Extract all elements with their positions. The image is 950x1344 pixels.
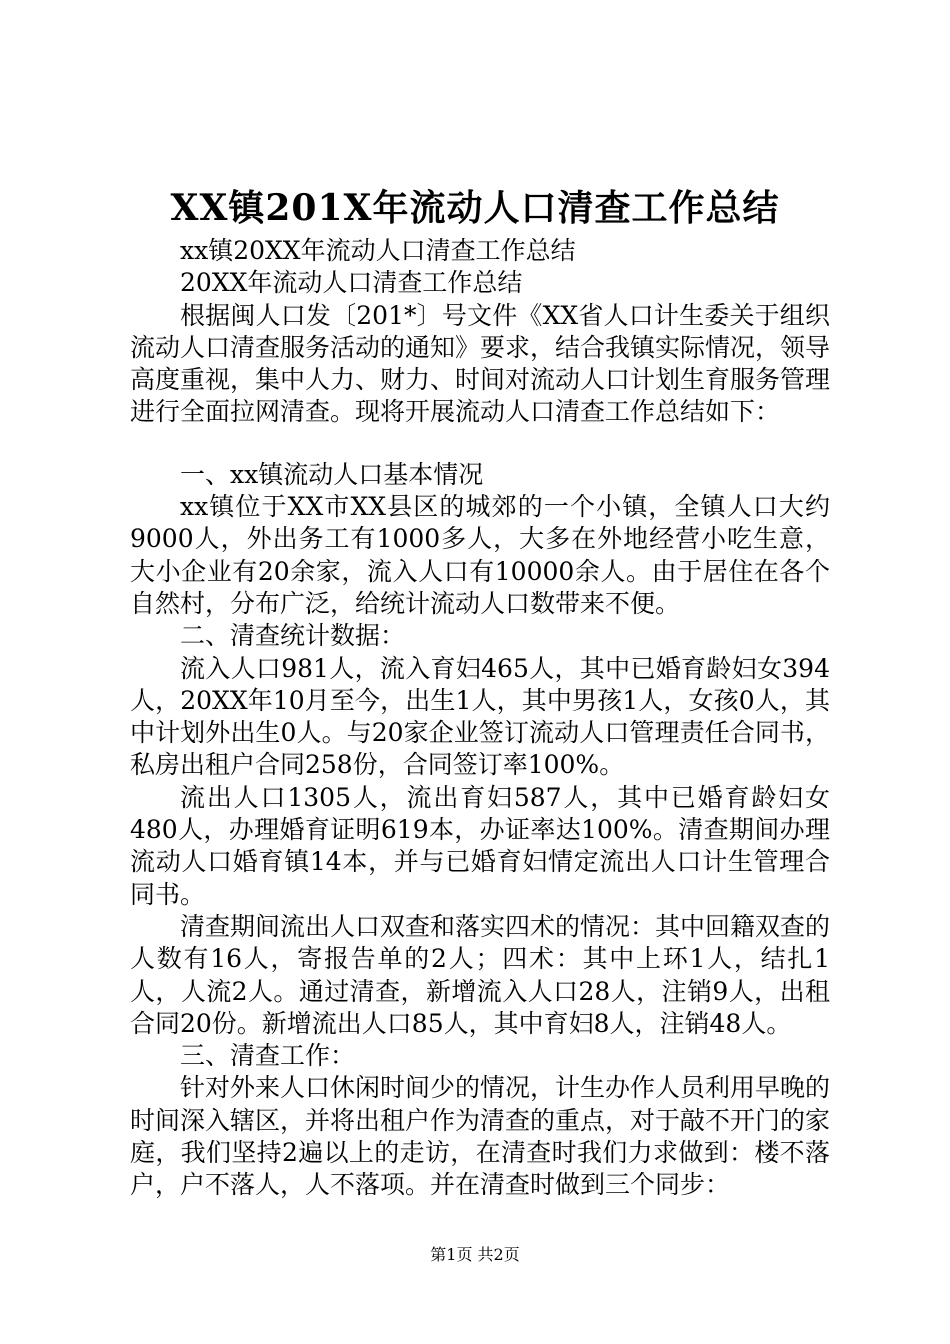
paragraph-check-results: 清查期间流出人口双查和落实四术的情况：其中回籍双查的人数有16人，寄报告单的2人；四术：其中上环1人，结扎1人，人流2人。通过清查，新增流入人口28人，注销9人，出租合同20份。新增流出人口85人，其中育妇8人，注销48人。 xyxy=(130,911,831,1038)
paragraph-check-work: 针对外来人口休闲时间少的情况，计生办作人员利用早晚的时间深入辖区，并将出租户作为清查的重点，对于敲不开门的家庭，我们坚持2遍以上的走访，在清查时我们力求做到：楼不落户，户不落人，人不落项。并在清查时做到三个同步： xyxy=(130,1073,831,1200)
paragraph-basic-situation: xx镇位于XX市XX县区的城郊的一个小镇，全镇人口大约9000人，外出务工有1000多人，大多在外地经营小吃生意，大小企业有20余家，流入人口有10000余人。由于居住在各个自然村，分布广泛，给统计流动人口数带来不便。 xyxy=(130,492,830,618)
section-heading-1: 一、xx镇流动人口基本情况 xyxy=(180,459,484,489)
paragraph-subtitle-1: xx镇20XX年流动人口清查工作总结 xyxy=(180,236,576,265)
section-heading-3: 三、清查工作： xyxy=(180,1041,356,1071)
document-body xyxy=(130,235,830,1202)
page-footer: 第1页 共2页 xyxy=(430,1245,520,1264)
document-title: XX镇201X年流动人口清查工作总结 xyxy=(170,187,780,229)
paragraph-intro: 根据闽人口发〔201*〕号文件《XX省人口计生委关于组织流动人口清查服务活动的通知》要求，结合我镇实际情况，领导高度重视，集中人力、财力、时间对流动人口计划生育服务管理进行全面拉网清查。现将开展流动人口清查工作总结如下： xyxy=(130,300,831,427)
paragraph-outflow-data: 流出人口1305人，流出育妇587人，其中已婚育龄妇女480人，办理婚育证明619本，办证率达100%。清查期间办理流动人口婚育镇14本，并与已婚育妇情定流出人口计生管理合同书。 xyxy=(130,782,830,909)
section-heading-2: 二、清查统计数据： xyxy=(180,621,406,651)
paragraph-inflow-data: 流入人口981人，流入育妇465人，其中已婚育龄妇女394人，20XX年10月至今，出生1人，其中男孩1人，女孩0人，其中计划外出生0人。与20家企业签订流动人口管理责任合同书，私房出租户合同258份，合同签订率100%。 xyxy=(130,653,830,780)
paragraph-subtitle-2: 20XX年流动人口清查工作总结 xyxy=(180,268,523,298)
